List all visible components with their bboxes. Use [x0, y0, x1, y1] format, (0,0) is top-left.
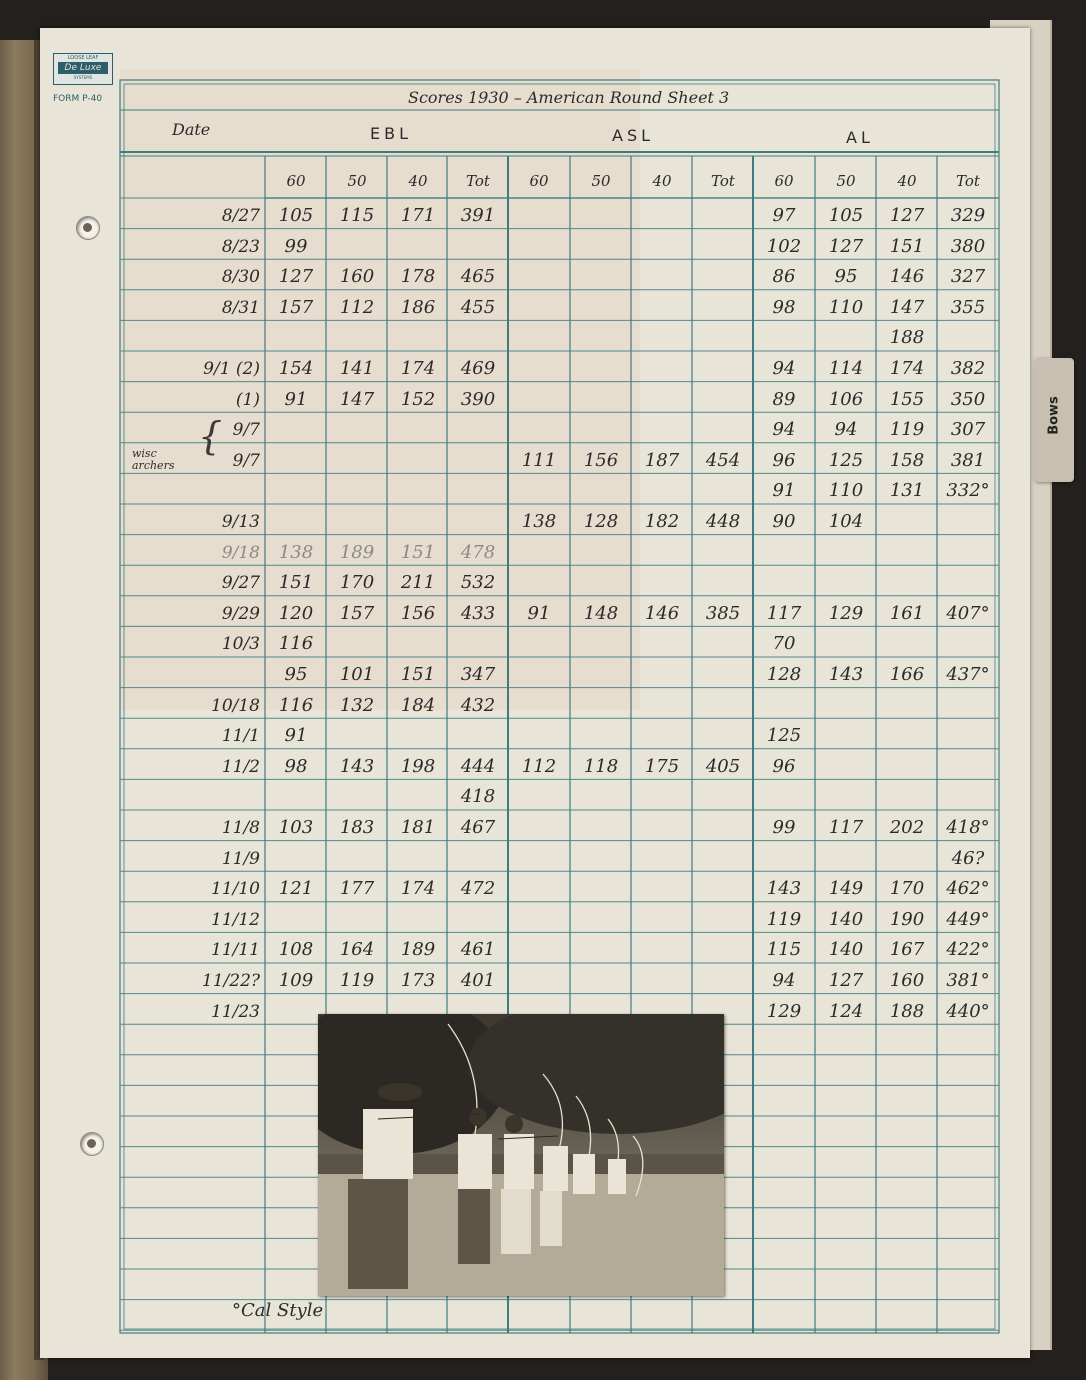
- score-cell: 390: [460, 388, 496, 410]
- form-number: FORM P-40: [53, 94, 103, 104]
- score-cell: 119: [889, 419, 925, 441]
- score-cell: 160: [339, 266, 375, 288]
- score-cell: 157: [339, 602, 375, 624]
- score-cell: 432: [460, 694, 496, 716]
- score-cell: 381: [950, 449, 986, 471]
- score-cell: 202: [889, 817, 925, 838]
- score-cell: 141: [339, 358, 375, 379]
- score-cell: 332°: [946, 480, 990, 502]
- row-date: 9/1 (2): [203, 359, 260, 379]
- row-date: 8/23: [221, 236, 260, 257]
- row-date: 11/23: [211, 1001, 260, 1022]
- score-cell: 132: [339, 694, 375, 716]
- logo-bottom-text: SYSTEMS: [73, 75, 93, 80]
- column-header: 50: [836, 172, 856, 190]
- score-cell: 147: [889, 296, 925, 318]
- score-cell: 98: [772, 296, 796, 318]
- score-cell: 190: [889, 908, 925, 930]
- score-cell: 181: [400, 817, 436, 838]
- score-cell: 105: [828, 205, 864, 226]
- score-cell: 94: [772, 419, 796, 441]
- score-cell: 120: [278, 602, 314, 624]
- score-cell: 355: [950, 296, 986, 318]
- column-header: 50: [347, 172, 367, 190]
- brace-mark: {: [198, 414, 223, 458]
- score-cell: 405: [705, 755, 741, 777]
- score-cell: 117: [828, 817, 864, 838]
- score-cell: 108: [278, 939, 314, 961]
- score-cell: 178: [400, 266, 436, 288]
- score-cell: 146: [644, 602, 680, 624]
- score-cell: 115: [766, 939, 802, 961]
- score-cell: 90: [772, 511, 796, 532]
- archery-photo-art: [318, 1014, 724, 1296]
- score-cell: 119: [339, 970, 375, 991]
- column-header: 60: [774, 172, 794, 190]
- score-cell: 114: [828, 358, 864, 379]
- score-cell: 437°: [946, 664, 990, 685]
- score-cell: 140: [828, 939, 864, 961]
- score-cell: 125: [766, 725, 802, 747]
- score-cell: 329: [950, 205, 986, 226]
- score-cell: 155: [889, 388, 925, 410]
- row-date: 11/22?: [201, 971, 260, 991]
- score-cell: 151: [400, 664, 436, 685]
- column-header: 60: [286, 172, 306, 190]
- score-cell: 102: [766, 235, 802, 257]
- column-header: 40: [408, 172, 428, 190]
- score-cell: 95: [834, 266, 858, 288]
- score-cell: 151: [278, 572, 314, 594]
- score-cell: 96: [772, 755, 796, 777]
- score-cell: 149: [828, 878, 864, 900]
- index-tab-label: Bows: [1046, 396, 1062, 435]
- score-cell: 327: [950, 266, 986, 288]
- score-cell: 103: [278, 817, 314, 838]
- score-cell: 147: [339, 388, 375, 410]
- score-cell: 91: [527, 602, 551, 624]
- score-cell: 129: [828, 602, 864, 624]
- score-cell: 175: [644, 755, 680, 777]
- score-cell: 184: [400, 694, 436, 716]
- score-cell: 116: [278, 694, 314, 716]
- score-cell: 101: [339, 664, 375, 685]
- score-cell: 382: [950, 358, 986, 379]
- score-cell: 106: [828, 388, 864, 410]
- score-cell: 115: [339, 205, 375, 226]
- score-cell: 380: [950, 235, 986, 257]
- score-cell: 112: [339, 296, 375, 318]
- score-cell: 462°: [946, 878, 990, 900]
- score-cell: 94: [834, 419, 858, 441]
- side-note: wisc archers: [132, 447, 175, 472]
- score-cell: 91: [284, 388, 308, 410]
- score-cell: 461: [460, 939, 496, 961]
- score-cell: 211: [400, 572, 436, 594]
- score-cell: 173: [400, 970, 436, 991]
- score-cell: 167: [889, 939, 925, 961]
- row-date: 8/27: [221, 206, 260, 226]
- score-cell: 138: [521, 511, 557, 532]
- score-cell: 89: [772, 388, 796, 410]
- archery-photo: [318, 1014, 724, 1296]
- score-cell: 189: [339, 541, 375, 563]
- score-cell: 96: [772, 449, 796, 471]
- score-cell: 385: [705, 602, 741, 624]
- score-cell: 170: [889, 878, 925, 900]
- footnote: °Cal Style: [232, 1300, 324, 1321]
- row-date: 11/9: [221, 848, 260, 869]
- logo-brand-text: De Luxe: [58, 62, 108, 74]
- score-cell: 91: [284, 725, 308, 747]
- score-cell: 401: [460, 970, 496, 991]
- column-header: 60: [529, 172, 549, 190]
- score-cell: 418°: [946, 817, 990, 838]
- row-date: 11/1: [221, 726, 260, 747]
- score-cell: 170: [339, 572, 375, 594]
- score-cell: 154: [278, 358, 314, 379]
- score-cell: 164: [339, 939, 375, 961]
- score-cell: 472: [460, 878, 496, 900]
- row-date: 11/10: [211, 879, 260, 900]
- score-cell: 307: [950, 419, 986, 441]
- score-cell: 128: [583, 511, 619, 532]
- score-cell: 146: [889, 266, 925, 288]
- score-cell: 151: [889, 235, 925, 257]
- score-cell: 131: [889, 480, 925, 502]
- score-cell: 111: [521, 449, 557, 471]
- score-cell: 110: [828, 480, 864, 502]
- score-cell: 104: [828, 511, 864, 532]
- score-cell: 128: [766, 664, 802, 685]
- score-cell: 448: [705, 511, 741, 532]
- score-cell: 455: [460, 296, 496, 318]
- score-cell: 177: [339, 878, 375, 900]
- column-header: Tot: [466, 172, 490, 190]
- score-cell: 465: [460, 266, 496, 288]
- score-cell: 143: [339, 755, 375, 777]
- score-cell: 187: [644, 449, 680, 471]
- score-cell: 188: [889, 1000, 925, 1022]
- score-cell: 46?: [951, 847, 985, 869]
- score-cell: 129: [766, 1000, 802, 1022]
- score-cell: 112: [521, 755, 557, 777]
- score-cell: 152: [400, 388, 436, 410]
- score-cell: 391: [460, 205, 496, 226]
- sheet-title: Scores 1930 – American Round Sheet 3: [408, 88, 730, 107]
- score-cell: 127: [828, 970, 864, 991]
- row-date: 11/8: [221, 818, 260, 838]
- score-cell: 110: [828, 296, 864, 318]
- logo-top-text: LOOSE LEAF: [67, 55, 99, 61]
- score-cell: 98: [284, 755, 308, 777]
- score-cell: 188: [889, 327, 925, 349]
- score-cell: 99: [772, 817, 796, 838]
- score-cell: 70: [772, 633, 796, 655]
- score-cell: 347: [460, 664, 496, 685]
- score-cell: 198: [400, 755, 436, 777]
- row-date: 9/18: [221, 542, 260, 563]
- score-cell: 449°: [946, 908, 990, 930]
- score-cell: 454: [705, 449, 741, 471]
- score-cell: 143: [766, 878, 802, 900]
- column-header: Tot: [711, 172, 735, 190]
- row-date: 9/7: [232, 450, 260, 471]
- row-date: 11/11: [211, 940, 260, 961]
- row-date: 10/18: [211, 695, 260, 716]
- score-cell: 116: [278, 633, 314, 655]
- score-cell: 478: [460, 541, 496, 563]
- row-date: 8/30: [221, 267, 260, 288]
- score-cell: 119: [766, 908, 802, 930]
- score-cell: 118: [583, 755, 619, 777]
- score-cell: 174: [889, 358, 925, 379]
- score-cell: 350: [950, 388, 986, 410]
- score-cell: 189: [400, 939, 436, 961]
- score-cell: 157: [278, 296, 314, 318]
- score-cell: 183: [339, 817, 375, 838]
- score-cell: 125: [828, 449, 864, 471]
- score-cell: 174: [400, 358, 436, 379]
- score-cell: 124: [828, 1000, 864, 1022]
- row-date: 9/13: [221, 512, 260, 532]
- score-cell: 156: [400, 602, 436, 624]
- score-cell: 156: [583, 449, 619, 471]
- score-cell: 381°: [946, 970, 990, 991]
- score-cell: 143: [828, 664, 864, 685]
- score-cell: 127: [889, 205, 925, 226]
- score-cell: 186: [400, 296, 436, 318]
- score-cell: 444: [460, 755, 496, 777]
- row-date: (1): [235, 389, 260, 410]
- score-cell: 91: [772, 480, 796, 502]
- row-date: 11/12: [211, 909, 260, 930]
- group-al-label: AL: [846, 128, 874, 147]
- column-header: 50: [591, 172, 611, 190]
- score-cell: 127: [828, 235, 864, 257]
- score-cell: 94: [772, 358, 796, 379]
- score-cell: 95: [284, 664, 308, 685]
- score-cell: 97: [772, 205, 796, 226]
- score-cell: 109: [278, 970, 314, 991]
- row-date: 11/2: [221, 756, 260, 777]
- column-header: Tot: [956, 172, 980, 190]
- row-date: 9/29: [221, 603, 260, 624]
- score-cell: 140: [828, 908, 864, 930]
- score-cell: 161: [889, 602, 925, 624]
- score-cell: 86: [772, 266, 796, 288]
- score-cell: 127: [278, 266, 314, 288]
- score-cell: 99: [284, 235, 308, 257]
- score-cell: 171: [400, 205, 436, 226]
- score-cell: 158: [889, 449, 925, 471]
- score-cell: 407°: [946, 602, 990, 624]
- score-cell: 105: [278, 205, 314, 226]
- score-cell: 121: [278, 878, 314, 900]
- score-cell: 174: [400, 878, 436, 900]
- score-cell: 166: [889, 664, 925, 685]
- score-cell: 532: [460, 572, 496, 594]
- date-column-label: Date: [172, 120, 211, 139]
- row-date: 10/3: [221, 634, 260, 655]
- score-cell: 160: [889, 970, 925, 991]
- row-date: 9/7: [232, 420, 260, 441]
- score-cell: 151: [400, 541, 436, 563]
- score-cell: 94: [772, 970, 796, 991]
- score-cell: 422°: [946, 939, 990, 961]
- score-cell: 418: [460, 786, 496, 808]
- column-header: 40: [897, 172, 917, 190]
- score-cell: 117: [766, 602, 802, 624]
- score-cell: 440°: [946, 1000, 990, 1022]
- row-date: 9/27: [221, 573, 260, 594]
- score-cell: 138: [278, 541, 314, 563]
- score-cell: 467: [460, 817, 496, 838]
- score-cell: 433: [460, 602, 496, 624]
- score-cell: 182: [644, 511, 680, 532]
- group-asl-label: ASL: [612, 126, 655, 145]
- score-cell: 469: [460, 358, 496, 379]
- group-ebl-label: EBL: [370, 124, 412, 143]
- column-header: 40: [652, 172, 672, 190]
- score-cell: 148: [583, 602, 619, 624]
- row-date: 8/31: [221, 297, 260, 318]
